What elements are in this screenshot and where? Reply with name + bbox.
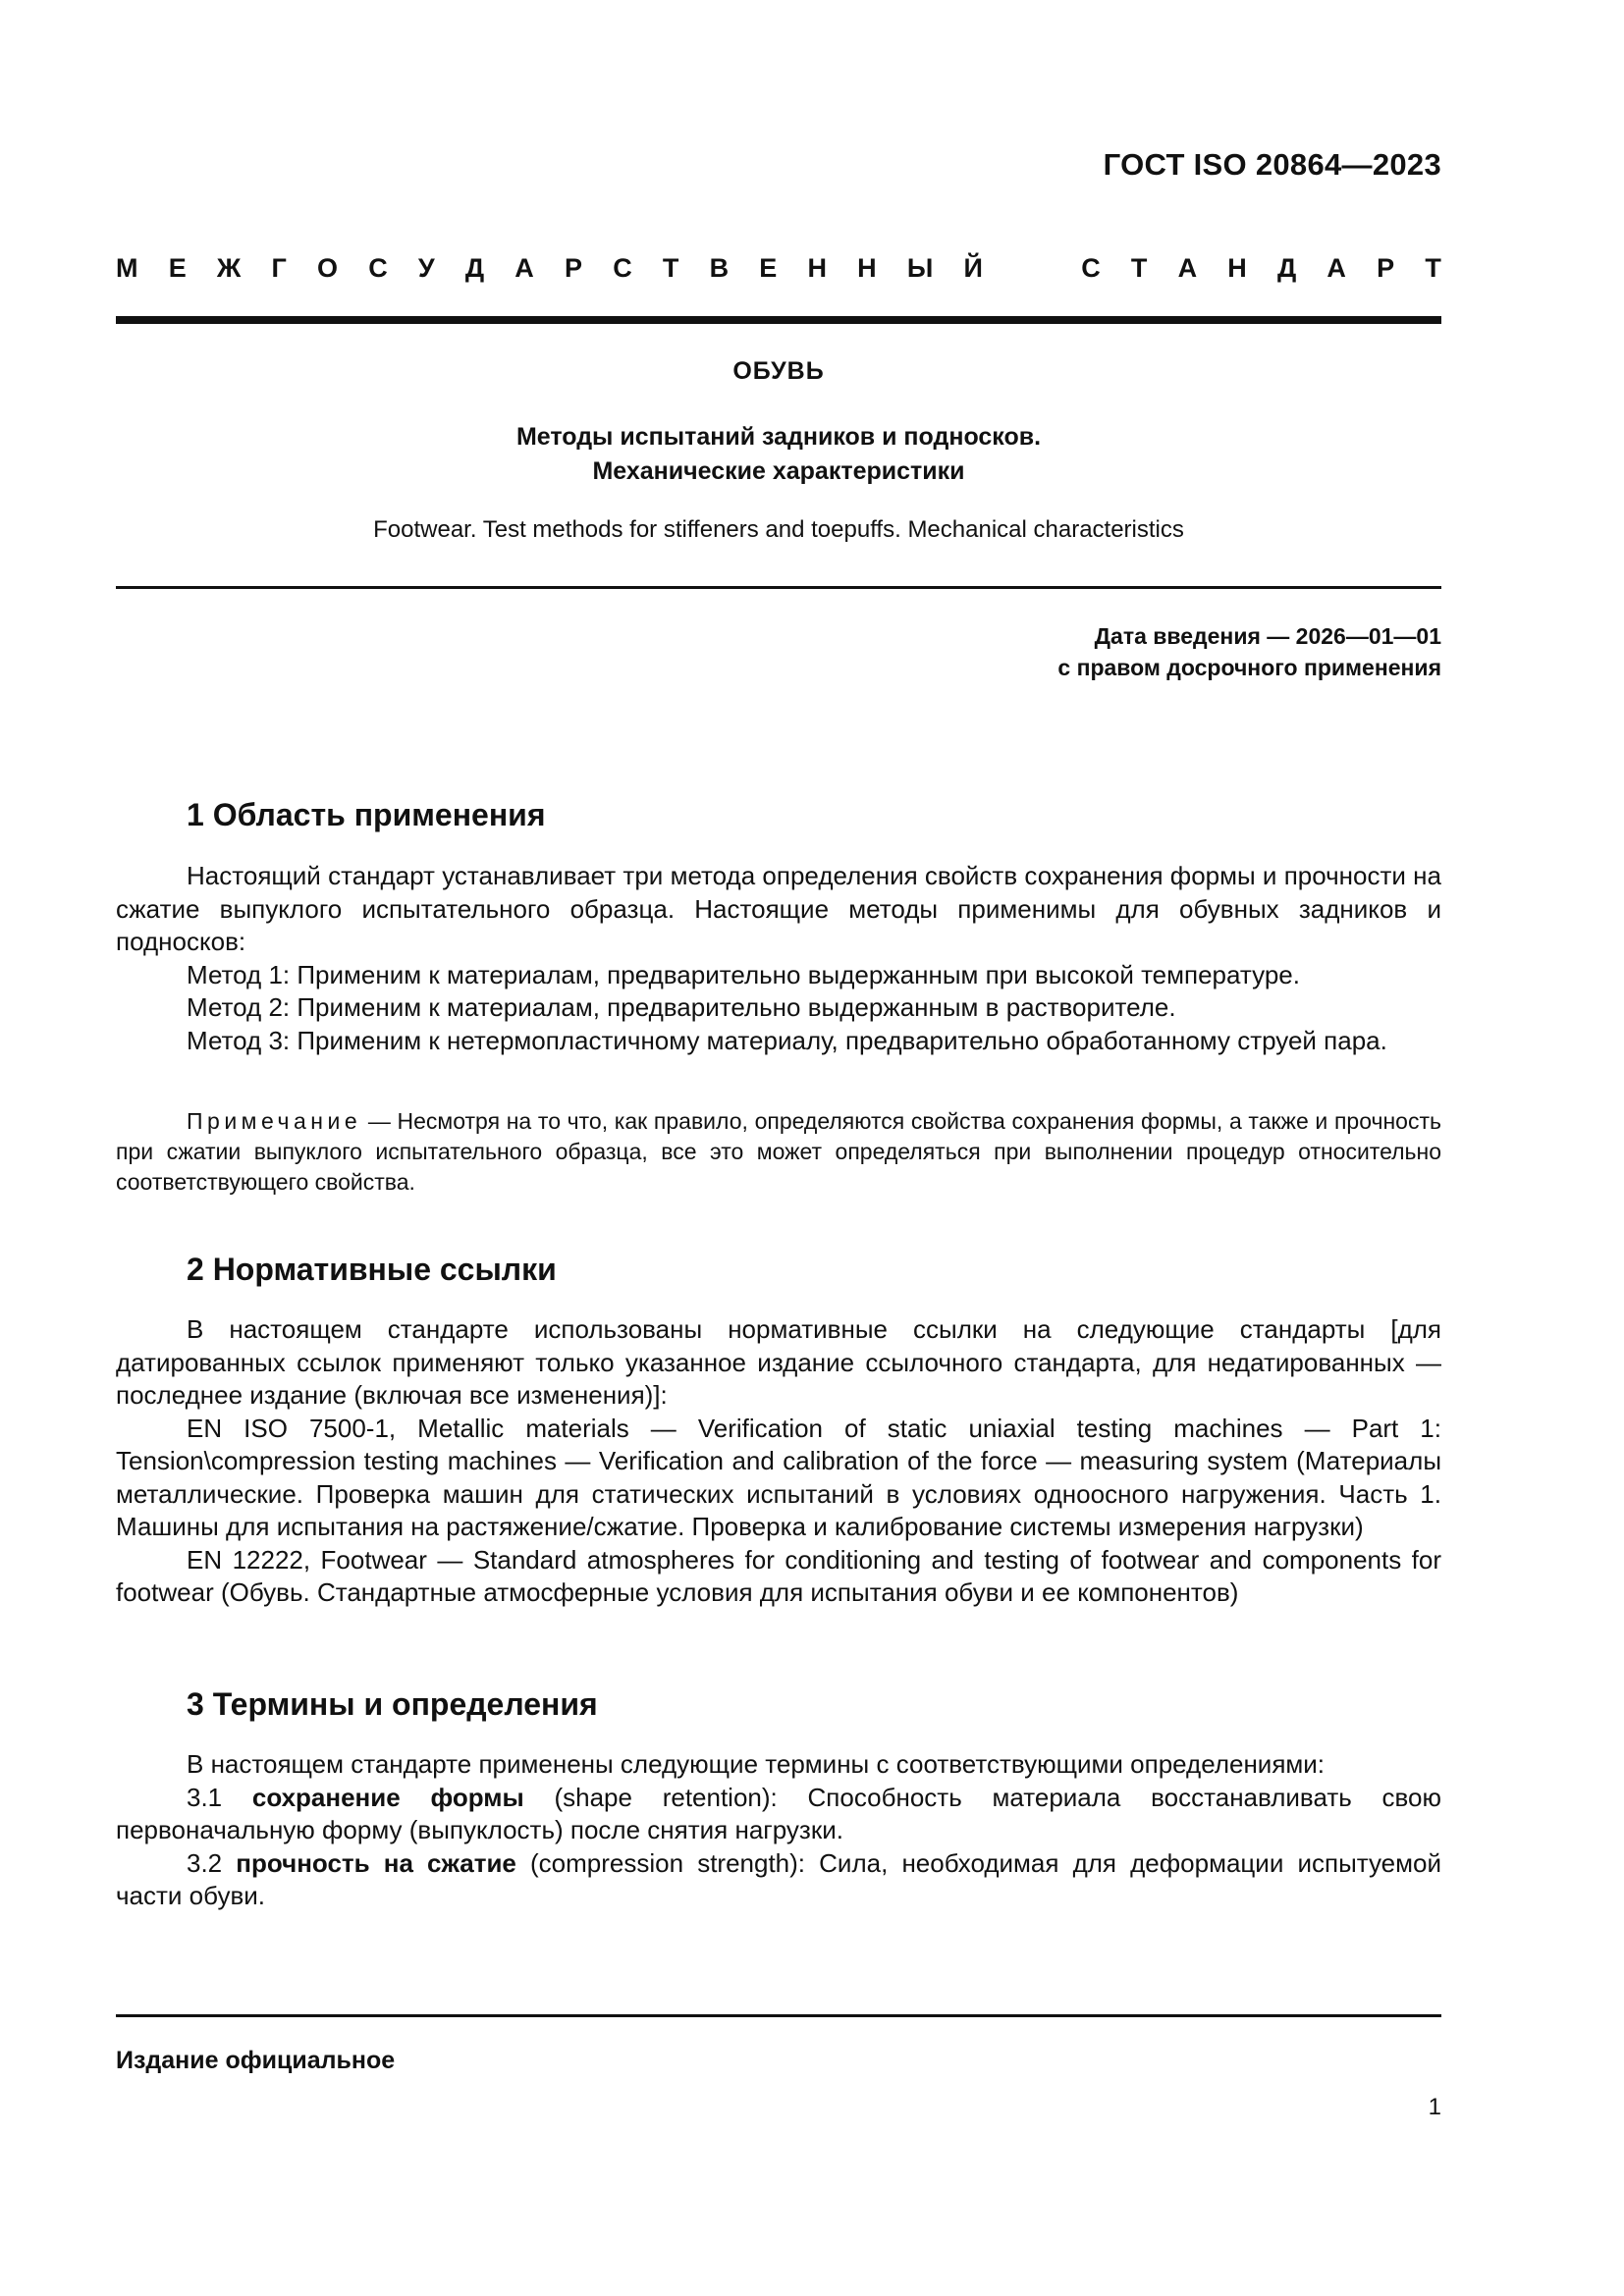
term-text: (compression strength): Сила, необходимая для деформации испытуемой части обуви. xyxy=(116,1847,1441,1910)
note-label: Примечание xyxy=(187,1108,362,1134)
section-heading-terms: 3 Термины и определения xyxy=(187,1686,598,1722)
banner-letter: С xyxy=(613,253,632,283)
header-rule xyxy=(116,316,1441,324)
section-scope-body xyxy=(116,860,1441,1057)
banner-letter: О xyxy=(316,253,338,283)
banner-letter: Н xyxy=(857,253,877,283)
banner-letter: Р xyxy=(1377,253,1395,283)
banner-letter: Ы xyxy=(906,253,934,283)
subtitle-line: Механические характеристики xyxy=(592,457,965,485)
term-text: (shape retention): Способность материала восстанавливать свою первоначальную форму (выпуклость) после снятия нагрузки. xyxy=(116,1782,1442,1844)
term-number: 3.2 xyxy=(187,1847,237,1878)
footer-rule xyxy=(116,2014,1441,2017)
term-definition xyxy=(116,1847,1441,1913)
section-references-body xyxy=(116,1313,1441,1610)
banner-letter: С xyxy=(368,253,388,283)
banner-letter: Т xyxy=(1130,253,1148,283)
section-heading-references: 2 Нормативные ссылки xyxy=(187,1252,557,1287)
banner-letter: Т xyxy=(1425,253,1441,283)
document-title: ОБУВЬ xyxy=(732,357,825,385)
banner-letter: Й xyxy=(963,253,983,283)
method-item: Метод 2: Применим к материалам, предварительно выдержанным в растворителе. xyxy=(187,992,1176,1022)
method-item: Метод 3: Применим к нетермопластичному материалу, предварительно обработанному струей пара. xyxy=(187,1025,1387,1055)
reference-item: EN ISO 7500-1, Metallic materials — Verification of static uniaxial testing machines — Part 1: Tension\compression testing machines — Verification and calibration of the force — measuring system (Материалы металлические. Проверка машин для статических испытаний в условиях одноосного нагружения. Часть 1. Машины для испытания на растяжение/сжатие. Проверка и калибрование системы измерения нагрузки) xyxy=(116,1413,1441,1541)
document-subtitle xyxy=(116,420,1441,489)
term-name: прочность на сжатие xyxy=(236,1847,516,1878)
document-id: ГОСТ ISO 20864—2023 xyxy=(1103,147,1441,182)
banner-letter: А xyxy=(1326,253,1346,283)
banner-spacer xyxy=(1013,253,1051,284)
banner-letter: Н xyxy=(1227,253,1247,283)
banner-letter: С xyxy=(1081,253,1101,283)
paragraph: В настоящем стандарте использованы нормативные ссылки на следующие стандарты [для датированных ссылок применяют только указанное издание ссылочного стандарта, для недатированных — последнее издание (включая все изменения)]: xyxy=(116,1314,1441,1410)
banner-letter: Н xyxy=(807,253,827,283)
paragraph: Настоящий стандарт устанавливает три метода определения свойств сохранения формы и прочности на сжатие выпуклого испытательного образца. Настоящие методы применимы для обувных задников и подносков: xyxy=(116,861,1441,956)
term-definition xyxy=(116,1782,1441,1847)
note-text: — Несмотря на то что, как правило, определяются свойства сохранения формы, а также и прочность при сжатии выпуклого испытательного образца, все это может определяться при выполнении процедур относительно соответствующего свойства. xyxy=(116,1108,1441,1195)
section-heading-scope: 1 Область применения xyxy=(187,797,546,832)
reference-item: EN 12222, Footwear — Standard atmospheres for conditioning and testing of footwear and components for footwear (Обувь. Стандартные атмосферные условия для испытания обуви и ее компонентов) xyxy=(116,1544,1441,1607)
paragraph: В настоящем стандарте применены следующие термины с соответствующими определениями: xyxy=(187,1749,1326,1779)
intro-date-line: Дата введения — 2026—01—01 xyxy=(1094,623,1441,649)
early-application-line: с правом досрочного применения xyxy=(1057,655,1441,680)
banner-letter: Р xyxy=(564,253,582,283)
banner-letter: Д xyxy=(464,253,485,283)
banner-letter: А xyxy=(514,253,534,283)
banner-letter: У xyxy=(417,253,435,283)
banner-letter: Т xyxy=(662,253,679,283)
english-title: Footwear. Test methods for stiffeners and toepuffs. Mechanical characteristics xyxy=(373,516,1184,543)
standard-banner xyxy=(116,253,1441,284)
scope-note xyxy=(116,1106,1441,1198)
introduction-date xyxy=(1057,620,1441,683)
title-rule xyxy=(116,586,1441,589)
banner-letter: Г xyxy=(271,253,287,283)
method-item: Метод 1: Применим к материалам, предварительно выдержанным при высокой температуре. xyxy=(187,959,1300,989)
section-terms-body xyxy=(116,1748,1441,1913)
banner-letter: Ж xyxy=(216,253,242,283)
official-edition-label: Издание официальное xyxy=(116,2047,396,2074)
banner-letter: В xyxy=(709,253,730,283)
subtitle-line: Методы испытаний задников и подносков. xyxy=(515,423,1042,451)
term-name: сохранение формы xyxy=(251,1782,524,1812)
banner-letter: Е xyxy=(168,253,187,283)
banner-letter: Д xyxy=(1276,253,1297,283)
banner-letter: Е xyxy=(759,253,778,283)
term-number: 3.1 xyxy=(187,1782,252,1812)
banner-letter: М xyxy=(116,253,138,283)
page-number: 1 xyxy=(1428,2094,1441,2120)
banner-letter: А xyxy=(1177,253,1198,283)
